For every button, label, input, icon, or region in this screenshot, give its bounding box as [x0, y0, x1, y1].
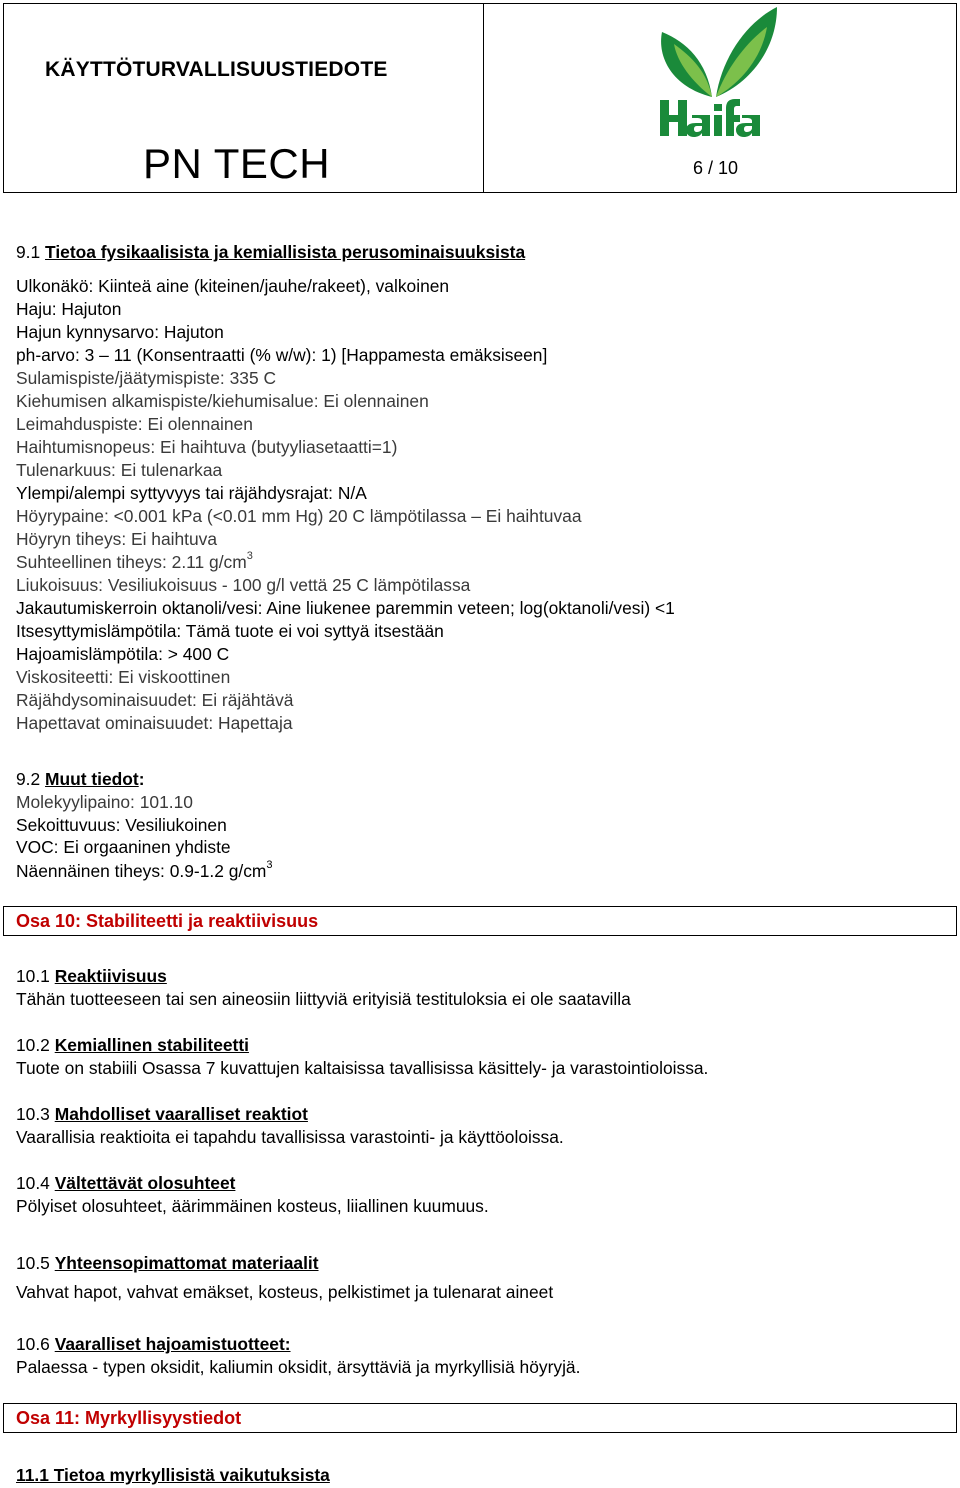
property-line: Itsesyttymislämpötila: Tämä tuote ei voi syttyä itsestään	[16, 621, 444, 641]
subsection-heading-10-5	[16, 1253, 319, 1273]
subsection-heading-11-1	[16, 1465, 330, 1485]
subsection-heading-9-1	[16, 242, 525, 262]
subsection-number: 10.6	[16, 1334, 50, 1354]
property-line: Jakautumiskerroin oktanoli/vesi: Aine liukenee paremmin veteen; log(oktanoli/vesi) <1	[16, 598, 675, 618]
subsection-number: 10.3	[16, 1104, 50, 1124]
property-line: Ylempi/alempi syttyvyys tai räjähdysrajat: N/A	[16, 483, 367, 503]
property-line: Kiehumisen alkamispiste/kiehumisalue: Ei olennainen	[16, 391, 429, 411]
section-header-10	[3, 906, 957, 936]
subsection-text: Palaessa - typen oksidit, kaliumin oksidit, ärsyttäviä ja myrkyllisiä höyryjä.	[16, 1357, 581, 1377]
subsection-text: Tähän tuotteeseen tai sen aineosiin liittyviä erityisiä testituloksia ei ole saatavilla	[16, 989, 631, 1009]
subsection-title: Yhteensopimattomat materiaalit	[54, 1253, 319, 1273]
subsection-title: Reaktiivisuus	[54, 966, 167, 986]
haifa-logo	[652, 2, 782, 142]
subsection-heading-10-4	[16, 1173, 235, 1193]
subsection-text: Pölyiset olosuhteet, äärimmäinen kosteus, liiallinen kuumuus.	[16, 1196, 489, 1216]
subsection-title: Tietoa fysikaalisista ja kemiallisista perusominaisuuksista	[45, 242, 526, 262]
subsection-title: Vältettävät olosuhteet	[54, 1173, 236, 1193]
subsection-text: Vaarallisia reaktioita ei tapahdu tavallisissa varastointi- ja käyttöoloissa.	[16, 1127, 564, 1147]
subsection-number: 9.1	[16, 242, 41, 262]
property-line: Höyryn tiheys: Ei haihtuva	[16, 529, 218, 549]
property-text: Näennäinen tiheys: 0.9-1.2 g/cm	[16, 861, 267, 881]
subsection-number: 10.5	[16, 1253, 50, 1273]
subsection-title: Kemiallinen stabiliteetti	[54, 1035, 249, 1055]
property-line-with-unit	[16, 861, 273, 881]
subsection-heading-10-3	[16, 1104, 308, 1124]
property-text: Suhteellinen tiheys: 2.11 g/cm	[16, 552, 247, 572]
subsection-heading-10-6	[16, 1334, 291, 1354]
subsection-text: Vahvat hapot, vahvat emäkset, kosteus, pelkistimet ja tulenarat aineet	[16, 1282, 554, 1302]
heading-colon: :	[138, 769, 145, 789]
document-title: KÄYTTÖTURVALLISUUSTIEDOTE	[45, 58, 388, 81]
property-line: VOC: Ei orgaaninen yhdiste	[16, 837, 231, 857]
page-number: 6 / 10	[693, 158, 739, 178]
subsection-number: 10.4	[16, 1173, 50, 1193]
property-line: Ulkonäkö: Kiinteä aine (kiteinen/jauhe/rakeet), valkoinen	[16, 276, 450, 296]
property-line: Höyrypaine: <0.001 kPa (<0.01 mm Hg) 20 C lämpötilassa – Ei haihtuvaa	[16, 506, 582, 526]
property-line-with-unit	[16, 552, 253, 572]
property-line: Sekoittuvuus: Vesiliukoinen	[16, 815, 227, 835]
subsection-title: Mahdolliset vaaralliset reaktiot	[54, 1104, 308, 1124]
property-line: Hapettavat ominaisuudet: Hapettaja	[16, 713, 293, 733]
property-line: Haihtumisnopeus: Ei haihtuva (butyyliasetaatti=1)	[16, 437, 398, 457]
property-line: Liukoisuus: Vesiliukoisuus - 100 g/l vettä 25 C lämpötilassa	[16, 575, 471, 595]
property-line: ph-arvo: 3 – 11 (Konsentraatti (% w/w): 1) [Happamesta emäksiseen]	[16, 345, 548, 365]
property-line: Leimahduspiste: Ei olennainen	[16, 414, 253, 434]
property-line: Haju: Hajuton	[16, 299, 122, 319]
superscript: 3	[246, 550, 253, 562]
subsection-title: 11.1 Tietoa myrkyllisistä vaikutuksista	[16, 1465, 330, 1485]
logo-wordmark	[660, 99, 760, 137]
property-line: Viskositeetti: Ei viskoottinen	[16, 667, 231, 687]
subsection-title: Vaaralliset hajoamistuotteet:	[54, 1334, 291, 1354]
subsection-number: 10.1	[16, 966, 50, 986]
property-line: Räjähdysominaisuudet: Ei räjähtävä	[16, 690, 294, 710]
product-name: PN TECH	[143, 140, 331, 187]
subsection-heading-10-2	[16, 1035, 249, 1055]
section-header-11	[3, 1403, 957, 1433]
property-line: Hajoamislämpötila: > 400 C	[16, 644, 230, 664]
property-line: Sulamispiste/jäätymispiste: 335 C	[16, 368, 277, 388]
subsection-number: 10.2	[16, 1035, 50, 1055]
subsection-number: 9.2	[16, 769, 41, 789]
subsection-text: Tuote on stabiili Osassa 7 kuvattujen kaltaisissa tavallisissa käsittely- ja varastointioloissa.	[16, 1058, 709, 1078]
header-divider	[483, 4, 484, 192]
superscript: 3	[266, 859, 273, 871]
subsection-heading-10-1	[16, 966, 167, 986]
section-title: Osa 11: Myrkyllisyystiedot	[16, 1408, 242, 1428]
section-title: Osa 10: Stabiliteetti ja reaktiivisuus	[16, 911, 319, 931]
property-line: Molekyylipaino: 101.10	[16, 792, 193, 812]
subsection-title: Muut tiedot	[45, 769, 139, 789]
property-line: Tulenarkuus: Ei tulenarkaa	[16, 460, 223, 480]
subsection-heading-9-2	[16, 769, 145, 789]
property-line: Hajun kynnysarvo: Hajuton	[16, 322, 224, 342]
